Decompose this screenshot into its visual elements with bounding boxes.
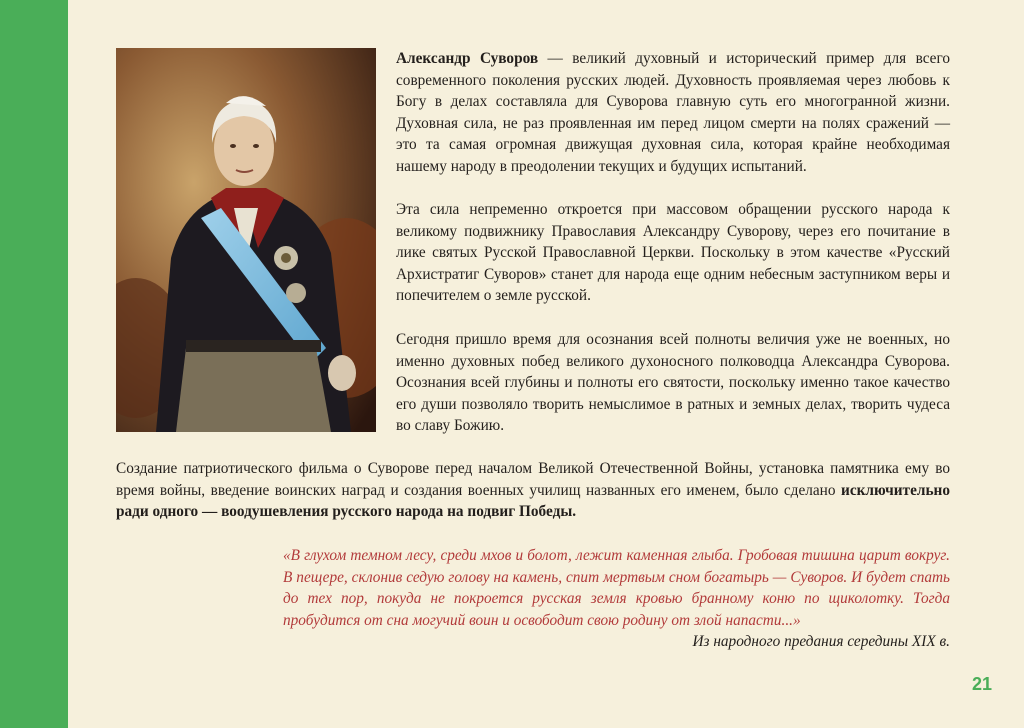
paragraph-4-text: Создание патриотического фильма о Суворове перед началом Великой Отечественной Войны, установка памятника ему во время войны, введение воинских наград и создания военных училищ названных его именем, было сделано <box>116 460 950 499</box>
intro-paragraph <box>396 48 950 178</box>
intro-name: Александр Суворов <box>396 50 539 67</box>
paragraph-2: Эта сила непременно откроется при массовом обращении русского народа к великому подвижнику Православия Александру Суворову, через его почитание в лике святых Русской Православной Церкви. Поскольку в этом качестве «Русский Архистратиг Суворов» станет для народа еще одним небесным заступником веры и попечителем о земле русской. <box>396 201 950 305</box>
green-side-bar <box>0 0 68 728</box>
intro-text: — великий духовный и исторический пример для всего современного поколения русских людей. Духовность проявляемая через любовь к Богу в делах составляла для Суворова главную суть его многогранной жизни. Духовная сила, не раз проявленная им перед лицом смерти на полях сражений — это та самая огромная движущая духовная сила, которая крайне необходимая нашему народу в преодолении текущих и будущих испытаний. <box>396 50 951 175</box>
quote-attribution: Из народного предания середины XIX в. <box>692 633 950 650</box>
paragraph-3: Сегодня пришло время для осознания всей полноты величия уже не военных, но именно духовных побед великого духоносного полководца Александра Суворова. Осознания всей глубины и полноты его святости, поскольку именно такое качество его души позволяло творить немыслимое в ратных и земных делах, творить чудеса во славу Божию. <box>396 331 950 435</box>
paragraph-4-bold: исключительно ради одного — воодушевления русского народа на подвиг Победы. <box>116 481 950 521</box>
folk-legend-quote: «В глухом темном лесу, среди мхов и болот, лежит каменная глыба. Гробовая тишина царит вокруг. В пещере, склонив седую голову на камень, спит мертвым сном богатырь — Суворов. И будет спать до тех пор, покуда не покроется русская земля кровью бранному коню по щиколотку. Тогда пробудится от сна могучий воин и освободит свою родину от злой напасти...» <box>283 547 950 629</box>
page-number: 21 <box>971 674 992 694</box>
paragraph-4 <box>116 458 950 523</box>
suvorov-portrait <box>116 48 376 432</box>
